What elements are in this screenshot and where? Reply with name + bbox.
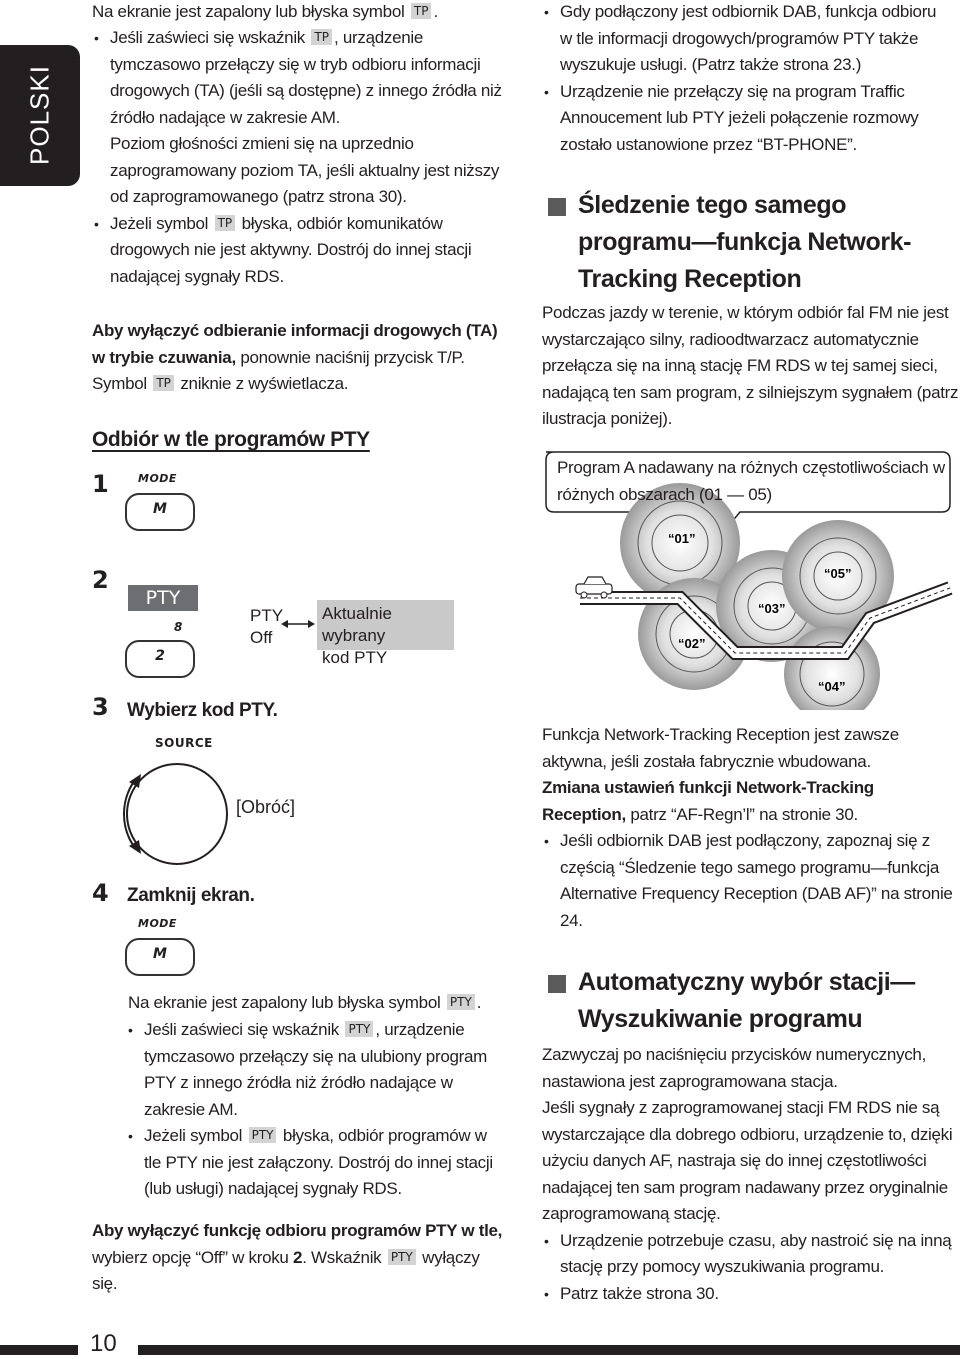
pty-off-text: wyłączy się. [92, 1247, 480, 1293]
heading-line: Automatyczny wybór stacji— [578, 968, 915, 996]
mode-button-label: M [153, 946, 167, 962]
pty-intro-end: . [476, 993, 482, 1012]
mode-button-label: M [153, 501, 167, 517]
ta-note-bold: Aby wyłączyć odbieranie informacji drogowych (TA) w trybie czuwania, [92, 321, 498, 367]
list-item [126, 1123, 508, 1203]
pty-off-note [92, 1218, 504, 1298]
pty-intro-text: Na ekranie jest zapalony lub błyska symbol [128, 993, 441, 1012]
language-tab [0, 45, 80, 186]
list-item: • Urządzenie nie przełączy się na program Traffic Annoucement lub PTY jeżeli połączenie rozmowy zostało ustanowione przez “BT-PHONE”. [542, 79, 952, 159]
bullet-text: Jeśli zaświeci się wskaźnik [110, 28, 306, 47]
mode-label: MODE [138, 472, 177, 485]
tp-indicator-icon: TP [411, 3, 432, 19]
callout-text: Program A nadawany na różnych częstotliwościach w różnych obszarach (01 — 05) [557, 458, 945, 504]
pty-off-line: PTY [250, 606, 284, 625]
pty-off-text: wybierz opcję “Off” w kroku [92, 1247, 289, 1267]
tracking-heading [578, 187, 958, 298]
pty-display-text: PTY [145, 587, 181, 609]
area-label-01: “01” [668, 531, 696, 546]
list-item: • Urządzenie potrzebuje czasu, aby nastroić się na inną stację przy pomocy wyszukiwania programu. [542, 1228, 960, 1281]
mode-button[interactable] [125, 493, 195, 531]
area-label-04: “04” [818, 679, 846, 694]
footer-bar-right [138, 1345, 960, 1355]
current-pty-line: kod PTY [322, 648, 388, 667]
left-bullets [92, 25, 510, 290]
tp-indicator-icon: TP [215, 215, 236, 231]
step-2-number: 2 [92, 566, 109, 594]
language-tab-label: POLSKI [24, 65, 55, 165]
ta-standby-note [92, 318, 507, 398]
heading-line: Tracking Reception [578, 265, 802, 293]
list-item: • Gdy podłączony jest odbiornik DAB, funkcja odbioru w tle informacji drogowych/programów PTY także wyszukuje usługi. (Patrz także strona 23.) [542, 0, 952, 79]
number-8-label: 8 [174, 620, 183, 634]
pty-bullets [126, 1017, 508, 1203]
bullet-text: błyska, odbiór komunikatów drogowych nie jest aktywny. Dostrój do innej stacji nadającej sygnały RDS. [110, 213, 472, 286]
list-item [92, 25, 510, 211]
bullet-text: , urządzenie tymczasowo przełączy się na ulubiony program PTY z innego źródła niż źródło nadające w zakresie AM. [144, 1020, 488, 1119]
current-pty-line: Aktualnie wybrany [322, 604, 392, 645]
ntr-paragraph: Funkcja Network-Tracking Reception jest zawsze aktywna, jeśli została fabrycznie wbudowana. [542, 725, 899, 771]
list-item: • Jeśli odbiornik DAB jest podłączony, zapoznaj się z częścią “Śledzenie tego samego programu—funkcja Alternative Frequency Reception (DAB AF)” na stronie 24. [542, 828, 960, 934]
tp-indicator-icon: TP [311, 29, 332, 45]
auto-bullets [542, 1228, 960, 1308]
step-4-number: 4 [92, 879, 109, 907]
left-intro [92, 0, 512, 26]
ta-note-text: zniknie z wyświetlacza. [180, 374, 349, 393]
ntr-section [542, 722, 960, 934]
footer-bar-left [0, 1345, 78, 1355]
area-label-02: “02” [678, 636, 706, 651]
section-marker-icon [548, 198, 566, 216]
heading-line: programu—funkcja Network- [578, 228, 912, 256]
bullet-text: błyska, odbiór programów w tle PTY nie jest załączony. Dostrój do innej stacji (lub usługi) nadającej sygnały RDS. [144, 1126, 493, 1198]
pty-off-line: Off [250, 628, 273, 647]
mode-button[interactable] [125, 938, 195, 976]
bullet-text: Jeżeli symbol [110, 213, 209, 233]
mode-label: MODE [138, 917, 177, 930]
auto-section [542, 1042, 960, 1307]
area-label-03: “03” [758, 601, 786, 616]
bullet-paragraph: Poziom głośności zmieni się na uprzednio zaprogramowany poziom TA, jeśli aktualny jest niższy od zaprogramowanego (patrz strona 30). [110, 134, 500, 206]
intro-end: . [433, 2, 438, 21]
double-arrow-icon [281, 617, 315, 631]
list-item [92, 211, 510, 291]
ntr-settings-text: patrz “AF-Regn’l” na stronie 30. [630, 804, 858, 824]
preset-2-button[interactable] [125, 640, 195, 678]
heading-line: Śledzenie tego samego [578, 191, 847, 219]
pty-off-label [250, 605, 283, 649]
tracking-paragraph: Podczas jazdy w terenie, w którym odbiór fal FM nie jest wystarczająco silny, radioodtwarzacz automatycznie przełącza się na inną stację FM RDS w tej samej sieci, nadającą ten sam program, z silniejszym sygnałem (patrz ilustracja poniżej). [542, 303, 959, 428]
source-knob[interactable] [115, 752, 235, 872]
heading-line: Wyszukiwanie programu [578, 1005, 863, 1033]
pty-off-bold: Aby wyłączyć funkcję odbioru programów PTY w tle, [92, 1221, 503, 1240]
pty-indicator-icon: PTY [249, 1127, 277, 1143]
bullet-text: , urządzenie tymczasowo przełączy się w tryb odbioru informacji drogowych (TA) (jeśli są dostępne) z innego źródła niż źródło nadające w zakresie AM. [110, 28, 502, 127]
pty-display [128, 585, 198, 611]
bullet-text: Jeśli zaświeci się wskaźnik [144, 1020, 340, 1039]
auto-paragraph: Zazwyczaj po naciśnięciu przycisków numerycznych, nastawiona jest zaprogramowana stacja. [542, 1045, 926, 1091]
step-4-text: Zamknij ekran. [127, 885, 255, 906]
pty-indicator-icon: PTY [345, 1021, 373, 1037]
tp-indicator-icon: TP [153, 375, 174, 391]
pty-off-step: 2 [293, 1247, 303, 1267]
preset-2-label: 2 [155, 648, 165, 664]
right-top-bullets [542, 0, 952, 158]
pty-indicator-icon: PTY [388, 1249, 416, 1265]
ntr-settings [542, 775, 960, 828]
ntr-bullets [542, 828, 960, 934]
ta-note-text: ponownie naciśnij przycisk T/P. Symbol [92, 347, 465, 393]
rotate-label: [Obróć] [236, 797, 296, 817]
pty-section-heading: Odbiór w tle programów PTY [92, 428, 370, 451]
area-label-05: “05” [824, 566, 852, 581]
list-item [126, 1017, 508, 1123]
pty-indicator-icon: PTY [447, 994, 475, 1010]
source-label: SOURCE [155, 736, 213, 750]
auto-paragraph: Jeśli sygnały z zaprogramowanej stacji FM RDS nie są wystarczające dla dobrego odbioru, urządzenie to, dzięki użyciu danych AF, nastraja się do innej częstotliwości nadającej ten sam program nadawany przez oryginalnie zaprogramowaną stację. [542, 1098, 953, 1223]
current-pty-box [317, 600, 454, 667]
ntr-settings-bold: Zmiana ustawień funkcji Network-Tracking Reception, [542, 778, 874, 824]
pty-off-text: . Wskaźnik [302, 1247, 382, 1267]
intro-text: Na ekranie jest zapalony lub błyska symbol [92, 2, 405, 21]
list-item: • Patrz także strona 30. [542, 1281, 960, 1308]
auto-heading [578, 964, 958, 1038]
bullet-text: Jeżeli symbol [144, 1126, 243, 1145]
step-1-number: 1 [92, 470, 109, 498]
section-marker-icon [548, 975, 566, 993]
pty-intro [128, 990, 518, 1017]
step-3-text: Wybierz kod PTY. [127, 700, 278, 721]
page-number: 10 [90, 1330, 117, 1357]
step-3-number: 3 [92, 693, 109, 721]
